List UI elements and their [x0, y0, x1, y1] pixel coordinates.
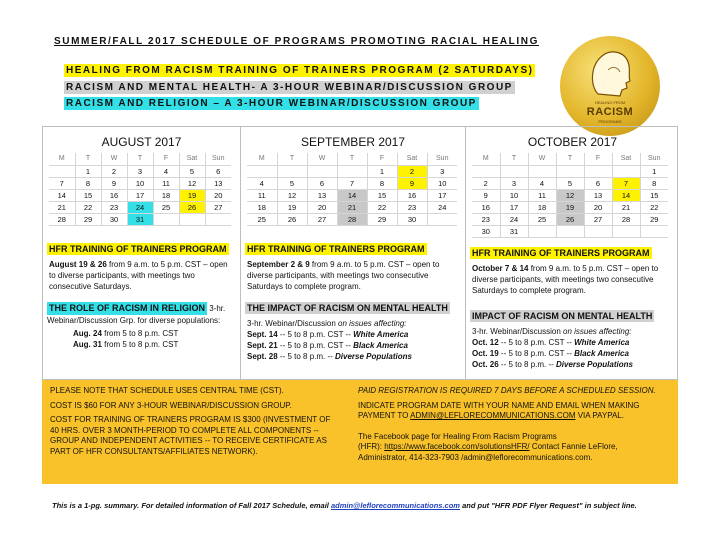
- day: 24: [500, 213, 528, 225]
- day: 28: [49, 213, 75, 225]
- footer-post: and put "HFR PDF Flyer Request" in subject line.: [459, 501, 637, 510]
- day: 18: [247, 201, 277, 213]
- aug-rel-d1: Aug. 24: [73, 328, 102, 338]
- day: 8: [367, 177, 397, 189]
- day: 12: [277, 189, 307, 201]
- day: 25: [153, 201, 179, 213]
- oct-session-3: [472, 359, 675, 370]
- day: 23: [397, 201, 427, 213]
- aug-rel-desc: 3-hr. Webinar/Discussion Grp. for diverse populations:: [47, 303, 226, 325]
- note-training-cost-detail: (INVESTMENT OF 40 HRS. OVER 3 MONTH-PERIOD TO COMPLETE ALL COMPONENTS -- GROUP AND INDEPENDENT ACTIVITIES -- TO RECEIVE CERTIFICATE AS PART OF HFR CONSULTANTS/AFFILIATES NETWORK).: [50, 415, 331, 456]
- sep-s2-date: Sept. 21: [247, 340, 278, 350]
- day: 4: [153, 165, 179, 177]
- aug-hfr-desc: from 9 a.m. to 5 p.m. CST – open to diverse participants, with meetings two consecutive Saturdays.: [49, 259, 228, 291]
- day-highlighted: 26: [179, 201, 205, 213]
- day: [612, 225, 640, 237]
- weekday: Sun: [640, 153, 668, 165]
- oct-o1-audience: White America: [574, 337, 630, 347]
- aug-rel-date1: [73, 328, 236, 339]
- fb-hfr: (HFR):: [358, 442, 385, 451]
- day: [528, 165, 556, 177]
- day: 18: [528, 201, 556, 213]
- sep-hfr-dates: September 2 & 9: [247, 259, 310, 269]
- sep-mh-intro-text: 3-hr. Webinar/Discussion: [247, 318, 338, 328]
- aug-rel-block: [47, 302, 236, 326]
- weekday: F: [153, 153, 179, 165]
- calendar-august: [49, 153, 231, 226]
- notes-right: [358, 386, 668, 467]
- weekday: Sat: [612, 153, 640, 165]
- facebook-link[interactable]: https://www.facebook.com/solutionsHFR/: [384, 442, 530, 451]
- day: 30: [397, 213, 427, 225]
- day: 7: [49, 177, 75, 189]
- day: 16: [397, 189, 427, 201]
- day: 3: [500, 177, 528, 189]
- day-highlighted: 14: [337, 189, 367, 201]
- day-highlighted: 7: [612, 177, 640, 189]
- weekday: W: [528, 153, 556, 165]
- day-highlighted: 12: [556, 189, 584, 201]
- day: 21: [49, 201, 75, 213]
- day: 30: [101, 213, 127, 225]
- sep-hfr-text: [247, 259, 461, 292]
- oct-session-2: [472, 348, 675, 359]
- fb-contact: Contact Fannie LeFlore, Administrator, 414-323-7903 /admin@leflorecommunications.com.: [358, 442, 618, 462]
- day: 16: [472, 201, 500, 213]
- day: 10: [427, 177, 457, 189]
- aug-rel-t1: from 5 to 8 p.m. CST: [101, 328, 179, 338]
- day: 10: [500, 189, 528, 201]
- day: 5: [277, 177, 307, 189]
- logo-line3: PROGRAMS: [598, 119, 622, 124]
- day: 1: [640, 165, 668, 177]
- day: [556, 225, 584, 237]
- day: 7: [337, 177, 367, 189]
- highlight-religion: RACISM AND RELIGION – A 3-HOUR WEBINAR/DISCUSSION GROUP: [66, 98, 477, 109]
- day: 20: [205, 189, 231, 201]
- highlight-mental-health: RACISM AND MENTAL HEALTH- A 3-HOUR WEBINAR/DISCUSSION GROUP: [66, 82, 513, 93]
- weekday: M: [247, 153, 277, 165]
- oct-o1-time: -- 5 to 8 p.m. CST --: [498, 337, 575, 347]
- day: 17: [127, 189, 153, 201]
- day: 9: [101, 177, 127, 189]
- day: 20: [307, 201, 337, 213]
- day: 27: [584, 213, 612, 225]
- weekday: Sat: [397, 153, 427, 165]
- day: 15: [75, 189, 101, 201]
- day-highlighted: 24: [127, 201, 153, 213]
- day-highlighted: 14: [612, 189, 640, 201]
- sep-session-2: [247, 340, 461, 351]
- sep-mh-intro-italic: on issues affecting:: [338, 318, 407, 328]
- day: [427, 213, 457, 225]
- day-highlighted: 28: [337, 213, 367, 225]
- day: 11: [247, 189, 277, 201]
- day: 15: [640, 189, 668, 201]
- weekday: M: [472, 153, 500, 165]
- day: [640, 225, 668, 237]
- aug-hfr-dates: August 19 & 26: [49, 259, 107, 269]
- sep-s2-time: -- 5 to 8 p.m. CST --: [277, 340, 354, 350]
- weekday: T: [337, 153, 367, 165]
- day: 27: [205, 201, 231, 213]
- day-highlighted: 2: [397, 165, 427, 177]
- logo-line2: RACISM: [586, 106, 634, 118]
- footer-email-link[interactable]: admin@leflorecommunications.com: [330, 501, 460, 510]
- day: 11: [528, 189, 556, 201]
- day: 3: [427, 165, 457, 177]
- logo-line1: HEALING FROM: [594, 100, 626, 105]
- day: 27: [307, 213, 337, 225]
- day: 29: [640, 213, 668, 225]
- day: 5: [556, 177, 584, 189]
- day: 14: [49, 189, 75, 201]
- day: [584, 165, 612, 177]
- day: 6: [307, 177, 337, 189]
- oct-o3-date: Oct. 26: [472, 359, 499, 369]
- oct-session-1: [472, 337, 675, 348]
- month-title: OCTOBER 2017: [527, 135, 618, 149]
- weekday: W: [307, 153, 337, 165]
- sep-s1-audience: White America: [353, 329, 409, 339]
- oct-hfr-desc: from 9 a.m. to 5 p.m. CST – open to diverse participants, with meetings two consecutive Saturdays to complete program.: [472, 263, 659, 295]
- sep-s2-audience: Black America: [353, 340, 408, 350]
- day: [49, 165, 75, 177]
- month-title: AUGUST 2017: [101, 135, 182, 149]
- oct-hfr-title: HFR TRAINING OF TRAINERS PROGRAM: [472, 247, 650, 258]
- day: 1: [367, 165, 397, 177]
- day: [528, 225, 556, 237]
- footer-pre: This is a 1-pg. summary. For detailed information of Fall 2017 Schedule, email: [52, 501, 331, 510]
- oct-mh-intro-text: 3-hr. Webinar/Discussion: [472, 326, 563, 336]
- note-facebook: [358, 442, 668, 463]
- notes-left: [50, 386, 340, 461]
- day: 2: [101, 165, 127, 177]
- weekday: T: [500, 153, 528, 165]
- day: [307, 165, 337, 177]
- note-payment: [358, 401, 668, 422]
- note-facebook-title: The Facebook page for Healing From Racism Programs: [358, 431, 557, 441]
- day: 17: [427, 189, 457, 201]
- day: [584, 225, 612, 237]
- day: 29: [75, 213, 101, 225]
- sep-s1-date: Sept. 14: [247, 329, 278, 339]
- day: 28: [612, 213, 640, 225]
- weekday: W: [101, 153, 127, 165]
- page-title: SUMMER/FALL 2017 SCHEDULE OF PROGRAMS PROMOTING RACIAL HEALING: [54, 36, 539, 47]
- day-highlighted: 19: [556, 201, 584, 213]
- oct-o1-date: Oct. 12: [472, 337, 499, 347]
- day-highlighted: 26: [556, 213, 584, 225]
- day: [556, 165, 584, 177]
- head-silhouette-icon: [560, 36, 660, 106]
- oct-o2-audience: Black America: [574, 348, 629, 358]
- aug-rel-t2: from 5 to 8 p.m. CST: [101, 339, 179, 349]
- sep-mh-intro: [247, 318, 461, 329]
- sep-hfr-desc: from 9 a.m. to 5 p.m. CST – open to diverse participants, with meetings two consecutive Saturdays to complete program.: [247, 259, 440, 291]
- day: 8: [75, 177, 101, 189]
- day: 15: [367, 189, 397, 201]
- month-title: SEPTEMBER 2017: [300, 135, 406, 149]
- weekday: T: [75, 153, 101, 165]
- payment-email-link[interactable]: ADMIN@LEFLORECOMMUNICATIONS.COM: [410, 411, 576, 420]
- oct-mh-title: IMPACT OF RACISM ON MENTAL HEALTH: [472, 310, 653, 321]
- oct-o3-time: -- 5 to 8 p.m. --: [498, 359, 557, 369]
- august-column: [43, 127, 241, 379]
- day: 23: [472, 213, 500, 225]
- day: 22: [640, 201, 668, 213]
- day: 21: [612, 201, 640, 213]
- day: 9: [472, 189, 500, 201]
- sep-session-1: [247, 329, 461, 340]
- weekday: M: [49, 153, 75, 165]
- note-registration: PAID REGISTRATION IS REQUIRED 7 DAYS BEFORE A SCHEDULED SESSION.: [358, 386, 656, 395]
- day: [500, 165, 528, 177]
- day: 1: [75, 165, 101, 177]
- weekday: F: [367, 153, 397, 165]
- day: [179, 213, 205, 225]
- sep-mh-title: THE IMPACT OF RACISM ON MENTAL HEALTH: [247, 302, 448, 313]
- day: 4: [247, 177, 277, 189]
- day: 22: [367, 201, 397, 213]
- day: 25: [528, 213, 556, 225]
- weekday: Sun: [205, 153, 231, 165]
- day: 13: [584, 189, 612, 201]
- day: 6: [205, 165, 231, 177]
- weekday: Sun: [427, 153, 457, 165]
- note-training-cost-main: COST FOR TRAINING OF TRAINERS PROGRAM IS $300: [50, 415, 261, 424]
- day: [153, 213, 179, 225]
- sep-hfr-title: HFR TRAINING OF TRAINERS PROGRAM: [247, 243, 425, 254]
- aug-rel-title: THE ROLE OF RACISM IN RELIGION: [49, 302, 206, 313]
- sep-session-3: [247, 351, 461, 362]
- aug-rel-d2: Aug. 31: [73, 339, 102, 349]
- day: 6: [584, 177, 612, 189]
- aug-hfr-text: [49, 259, 236, 292]
- day: 8: [640, 177, 668, 189]
- weekday: Sat: [179, 153, 205, 165]
- weekday: T: [277, 153, 307, 165]
- weekday: T: [127, 153, 153, 165]
- day: 26: [277, 213, 307, 225]
- sep-s3-time: -- 5 to 8 p.m. --: [277, 351, 336, 361]
- day: 11: [153, 177, 179, 189]
- note-cst: PLEASE NOTE THAT SCHEDULE USES CENTRAL TIME (CST).: [50, 386, 284, 395]
- day: 4: [528, 177, 556, 189]
- day: [337, 165, 367, 177]
- note-payment-text: INDICATE PROGRAM DATE WITH YOUR NAME AND EMAIL WHEN MAKING PAYMENT TO: [358, 400, 640, 420]
- day: 2: [472, 177, 500, 189]
- sep-s3-date: Sept. 28: [247, 351, 278, 361]
- oct-o2-date: Oct. 19: [472, 348, 499, 358]
- day: [472, 165, 500, 177]
- day-highlighted: 9: [397, 177, 427, 189]
- day: 30: [472, 225, 500, 237]
- day: 18: [153, 189, 179, 201]
- note-training-cost: [50, 415, 340, 457]
- note-webinar-cost: COST IS $60 FOR ANY 3-HOUR WEBINAR/DISCUSSION GROUP.: [50, 400, 292, 410]
- highlight-training: HEALING FROM RACISM TRAINING OF TRAINERS PROGRAM (2 SATURDAYS): [66, 65, 534, 76]
- calendar-october: [472, 153, 668, 238]
- day: [205, 213, 231, 225]
- aug-hfr-title: HFR TRAINING OF TRAINERS PROGRAM: [49, 243, 227, 254]
- hfr-logo: [560, 36, 660, 136]
- sep-s1-time: -- 5 to 8 p.m. CST --: [277, 329, 354, 339]
- oct-o3-audience: Diverse Populations: [556, 359, 633, 369]
- day: 23: [101, 201, 127, 213]
- day: 10: [127, 177, 153, 189]
- day: [277, 165, 307, 177]
- day: 3: [127, 165, 153, 177]
- october-column: [466, 127, 679, 379]
- oct-o2-time: -- 5 to 8 p.m. CST --: [498, 348, 575, 358]
- day: 13: [307, 189, 337, 201]
- weekday: F: [584, 153, 612, 165]
- day: 16: [101, 189, 127, 201]
- day-highlighted: 31: [127, 213, 153, 225]
- day: 29: [367, 213, 397, 225]
- day-highlighted: 21: [337, 201, 367, 213]
- day: 20: [584, 201, 612, 213]
- oct-mh-intro: [472, 326, 675, 337]
- day: 24: [427, 201, 457, 213]
- september-column: [241, 127, 466, 379]
- weekday: T: [556, 153, 584, 165]
- day: 12: [179, 177, 205, 189]
- day: [247, 165, 277, 177]
- schedule-grid: [42, 126, 678, 380]
- calendar-september: [247, 153, 457, 226]
- aug-rel-date2: [73, 339, 236, 350]
- day: 25: [247, 213, 277, 225]
- day: 5: [179, 165, 205, 177]
- note-payment-end: VIA PAYPAL.: [575, 411, 624, 420]
- oct-mh-intro-italic: on issues affecting:: [563, 326, 632, 336]
- day: 17: [500, 201, 528, 213]
- sep-s3-audience: Diverse Populations: [335, 351, 412, 361]
- day: 31: [500, 225, 528, 237]
- day-highlighted: 19: [179, 189, 205, 201]
- oct-hfr-dates: October 7 & 14: [472, 263, 529, 273]
- day: [612, 165, 640, 177]
- day: 19: [277, 201, 307, 213]
- footer-note: [52, 501, 637, 510]
- oct-hfr-text: [472, 263, 675, 296]
- day: 13: [205, 177, 231, 189]
- notes-box: [42, 380, 678, 484]
- day: 22: [75, 201, 101, 213]
